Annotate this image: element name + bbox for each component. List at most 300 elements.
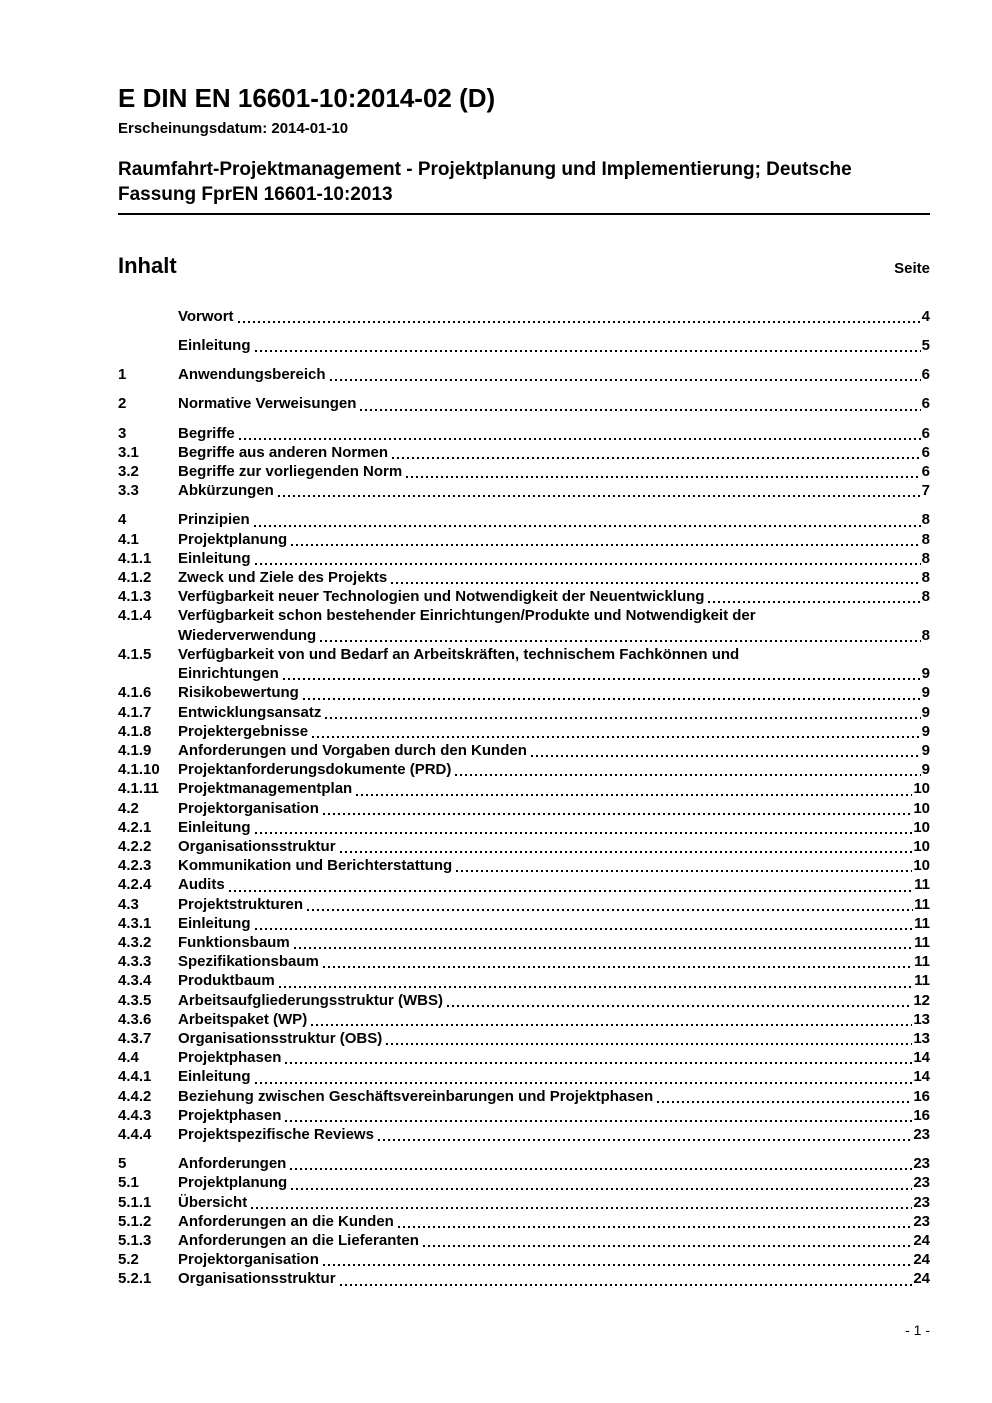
toc-entry-number: 4.2.3 [118, 857, 152, 875]
toc-entry-leader-line [178, 1087, 930, 1106]
toc-entry-body [178, 336, 930, 355]
toc-entry-title: Vorwort [178, 307, 234, 325]
toc-entry-page: 23 [913, 1212, 930, 1230]
toc-entry-body [178, 875, 930, 894]
toc-entry-page: 8 [921, 549, 930, 567]
toc-entry-leader-line [178, 1269, 930, 1288]
toc-entry-number: 4.3.7 [118, 1029, 152, 1047]
toc-entry [118, 1154, 930, 1173]
toc-entry-page: 16 [913, 1087, 930, 1105]
toc-entry-title-first-line: Verfügbarkeit von und Bedarf an Arbeitskräften, technischem Fachkönnen und [178, 645, 740, 663]
toc-entry-number: 3.1 [118, 443, 139, 461]
document-title [118, 157, 930, 207]
toc-entry-leader-line [178, 703, 930, 722]
toc-entry [118, 606, 930, 644]
toc-entry-number: 4.3.6 [118, 1010, 152, 1028]
toc-entry-body [178, 722, 930, 741]
toc-entry [118, 1029, 930, 1048]
dot-leader [312, 736, 921, 738]
toc-entry-number: 4.2.2 [118, 837, 152, 855]
dot-leader [255, 563, 921, 565]
dot-leader [303, 698, 921, 700]
toc-entry-number: 4.3.5 [118, 991, 152, 1009]
toc-entry [118, 779, 930, 798]
toc-entry-leader-line [178, 1010, 930, 1029]
toc-entry-leader-line [178, 1029, 930, 1048]
dot-leader [456, 870, 912, 872]
toc-entry-number: 4.4.1 [118, 1068, 152, 1086]
dot-leader [238, 321, 921, 323]
toc-entry [118, 875, 930, 894]
dot-leader [320, 640, 920, 642]
dot-leader [279, 986, 913, 988]
toc-entry-leader-line [178, 530, 930, 549]
toc-entry-body [178, 1250, 930, 1269]
toc-entry-leader-line [178, 895, 930, 914]
dot-leader [323, 1264, 912, 1266]
toc-entry [118, 952, 930, 971]
toc-entry-body [178, 530, 930, 549]
toc-entry-number: 1 [118, 366, 127, 384]
toc-entry-body [178, 991, 930, 1010]
toc-entry-body [178, 568, 930, 587]
toc-entry-body [178, 1087, 930, 1106]
dot-leader [239, 438, 921, 440]
dot-leader [325, 717, 920, 719]
toc-entry-title: Projektphasen [178, 1049, 282, 1067]
toc-entry-title: Anforderungen und Vorgaben durch den Kunden [178, 741, 527, 759]
toc-entry-page: 11 [914, 953, 930, 971]
toc-entry-body [178, 914, 930, 933]
toc-entry-body [178, 895, 930, 914]
toc-entry-body [178, 1212, 930, 1231]
toc-entry-number: 5.2.1 [118, 1270, 152, 1288]
toc-entry-number: 4.1.9 [118, 741, 152, 759]
toc-entry-leader-line [178, 1212, 930, 1231]
toc-entry-page: 6 [921, 395, 930, 413]
toc-entry-page: 24 [913, 1251, 930, 1269]
toc-entry-number: 4.1.7 [118, 703, 152, 721]
toc-entry-title: Einrichtungen [178, 665, 279, 683]
toc-entry-body [178, 481, 930, 500]
toc-entry [118, 971, 930, 990]
toc-entry-title: Einleitung [178, 337, 251, 355]
toc-entry [118, 1250, 930, 1269]
toc-entry-number: 5.1 [118, 1174, 139, 1192]
dot-leader [255, 1082, 913, 1084]
dot-leader [291, 544, 920, 546]
toc-entry-body [178, 1125, 930, 1144]
toc-entry-page: 4 [921, 307, 930, 325]
toc-entry-number: 4.4.2 [118, 1087, 152, 1105]
dot-leader [255, 350, 921, 352]
toc-entry-body [178, 856, 930, 875]
toc-entry-number: 4.1.11 [118, 780, 159, 798]
toc-entry-title: Projektergebnisse [178, 722, 309, 740]
toc-entry-number: 4.4 [118, 1049, 139, 1067]
toc-entry-leader-line [178, 1125, 930, 1144]
toc-entry-leader-line [178, 424, 930, 443]
toc-entry-body [178, 606, 930, 644]
toc-entry-number: 4.1.2 [118, 569, 152, 587]
toc-entry [118, 443, 930, 462]
toc-entry [118, 1106, 930, 1125]
toc-entry [118, 818, 930, 837]
toc-entry-title: Anwendungsbereich [178, 366, 326, 384]
toc-entry-body [178, 365, 930, 384]
toc-entry-number: 4.3.1 [118, 914, 152, 932]
toc-entry-page: 9 [921, 703, 930, 721]
toc-entry-page: 10 [913, 818, 930, 836]
dot-leader [278, 495, 921, 497]
toc-entry-body [178, 683, 930, 702]
toc-entry-page: 11 [914, 933, 930, 951]
toc-entry-page: 8 [921, 588, 930, 606]
toc-entry [118, 307, 930, 326]
toc-entry-title: Wiederverwendung [178, 626, 317, 644]
toc-entry-page: 10 [913, 857, 930, 875]
toc-entry [118, 1269, 930, 1288]
toc-entry-title: Verfügbarkeit neuer Technologien und Notwendigkeit der Neuentwicklung [178, 588, 705, 606]
toc-entry [118, 1087, 930, 1106]
toc-entry-body [178, 510, 930, 529]
toc-entry-page: 24 [913, 1270, 930, 1288]
toc-entry-title: Projektphasen [178, 1106, 282, 1124]
toc-entry-leader-line [178, 462, 930, 481]
toc-entry [118, 394, 930, 413]
toc-entry [118, 1067, 930, 1086]
dot-leader [307, 909, 913, 911]
document-title-line-1: Raumfahrt-Projektmanagement - Projektplanung und Implementierung; Deutsche [118, 158, 852, 180]
toc-entry-page: 11 [914, 914, 930, 932]
toc-entry-title: Anforderungen an die Kunden [178, 1212, 394, 1230]
doc-number: E DIN EN 16601-10:2014-02 (D) [118, 83, 496, 113]
dot-leader [531, 755, 921, 757]
toc-entry-body [178, 703, 930, 722]
toc-entry-leader-line [178, 779, 930, 798]
toc-entry-leader-line [178, 914, 930, 933]
toc-entry-page: 11 [914, 876, 930, 894]
toc-entry-page: 9 [921, 761, 930, 779]
toc-entry [118, 722, 930, 741]
toc-entry-page: 7 [921, 482, 930, 500]
toc-entry-title: Einleitung [178, 818, 251, 836]
toc-entry [118, 991, 930, 1010]
toc-entry [118, 510, 930, 529]
header-divider-rule [118, 213, 930, 215]
toc-entry-page: 9 [921, 722, 930, 740]
dot-leader [423, 1245, 912, 1247]
dot-leader [255, 928, 914, 930]
toc-entry-number: 4.1.3 [118, 588, 152, 606]
dot-leader [398, 1226, 912, 1228]
toc-entry-number: 4.3.2 [118, 933, 152, 951]
toc-entry-page: 6 [921, 424, 930, 442]
toc-entry-leader-line [178, 722, 930, 741]
toc-entry-number: 4.1.8 [118, 722, 152, 740]
toc-entry-page: 10 [913, 799, 930, 817]
toc-entry-page: 10 [913, 780, 930, 798]
toc-entry-leader-line [178, 818, 930, 837]
toc-entry-leader-line [178, 933, 930, 952]
toc-entry-body [178, 587, 930, 606]
dot-leader [455, 774, 920, 776]
toc-entry-title: Organisationsstruktur (OBS) [178, 1029, 383, 1047]
dot-leader [356, 794, 912, 796]
dot-leader [447, 1005, 912, 1007]
toc-entry-leader-line [178, 336, 930, 355]
toc-entry-body [178, 394, 930, 413]
toc-entry-page: 13 [913, 1029, 930, 1047]
toc-entry [118, 462, 930, 481]
dot-leader [290, 1168, 912, 1170]
toc-entry-title: Einleitung [178, 549, 251, 567]
toc-entry [118, 799, 930, 818]
toc-entry-leader-line [178, 568, 930, 587]
toc-entry-leader-line [178, 1173, 930, 1192]
toc-entry-page: 23 [913, 1174, 930, 1192]
toc-entry-leader-line [178, 1048, 930, 1067]
toc-entry-title: Projektplanung [178, 1174, 288, 1192]
dot-leader [386, 1043, 912, 1045]
toc-heading: Inhalt [118, 252, 177, 278]
toc-entry [118, 683, 930, 702]
toc-entry-title: Audits [178, 876, 225, 894]
toc-entry [118, 837, 930, 856]
toc-entry [118, 481, 930, 500]
toc-entry-title: Normative Verweisungen [178, 395, 357, 413]
dot-leader [323, 813, 912, 815]
toc-entry-title: Organisationsstruktur [178, 1270, 336, 1288]
toc-entry-page: 23 [913, 1155, 930, 1173]
toc-entry-title: Projektplanung [178, 530, 288, 548]
toc-entry [118, 856, 930, 875]
page-column-label: Seite [894, 259, 930, 277]
toc-entry-title: Abkürzungen [178, 482, 274, 500]
toc-entry-page: 16 [913, 1106, 930, 1124]
dot-leader [311, 1024, 912, 1026]
toc-entry [118, 1125, 930, 1144]
dot-leader [330, 379, 921, 381]
dot-leader [708, 601, 920, 603]
toc-entry-leader-line [178, 549, 930, 568]
toc-entry-page: 14 [913, 1049, 930, 1067]
dot-leader [254, 525, 921, 527]
toc-entry-leader-line [178, 587, 930, 606]
toc-entry-title: Projektorganisation [178, 1251, 319, 1269]
toc-entry-page: 12 [913, 991, 930, 1009]
toc-entry-number: 3.2 [118, 463, 139, 481]
toc-entry-title: Einleitung [178, 914, 251, 932]
dot-leader [285, 1120, 912, 1122]
toc-entry-number: 4.3.3 [118, 953, 152, 971]
toc-entry-leader-line [178, 1250, 930, 1269]
toc-entry-page: 8 [921, 626, 930, 644]
toc-entry-body [178, 1269, 930, 1288]
toc-entry-title: Funktionsbaum [178, 933, 290, 951]
toc-entry-number: 4.3 [118, 895, 139, 913]
toc-entry-leader-line [178, 741, 930, 760]
toc-entry-page: 9 [921, 741, 930, 759]
toc-entry [118, 365, 930, 384]
toc-entry-number: 4.1.5 [118, 645, 152, 663]
dot-leader [291, 1188, 912, 1190]
toc-entry [118, 760, 930, 779]
toc-entry-leader-line [178, 394, 930, 413]
toc-entry [118, 703, 930, 722]
toc-entry-title: Arbeitsaufgliederungsstruktur (WBS) [178, 991, 444, 1009]
toc-entry-number: 5.1.2 [118, 1212, 152, 1230]
toc-entry-number: 4.1.1 [118, 549, 152, 567]
dot-leader [251, 1207, 912, 1209]
toc-entry-body [178, 1067, 930, 1086]
toc-entry [118, 645, 930, 683]
toc-entry-number: 4.1 [118, 530, 139, 548]
toc-entry-page: 5 [921, 337, 930, 355]
dot-leader [657, 1101, 912, 1103]
toc-entry-title-first-line: Verfügbarkeit schon bestehender Einrichtungen/Produkte und Notwendigkeit der [178, 607, 756, 625]
dot-leader [323, 966, 913, 968]
toc-entry-leader-line [178, 1154, 930, 1173]
toc-entry-body [178, 462, 930, 481]
toc-entry-title: Projektorganisation [178, 799, 319, 817]
toc-entry-body [178, 779, 930, 798]
toc-entry-number: 4 [118, 511, 127, 529]
toc-entry-title: Produktbaum [178, 972, 275, 990]
toc-entry-page: 24 [913, 1231, 930, 1249]
toc-entry-leader-line [178, 481, 930, 500]
toc-entry-page: 9 [921, 684, 930, 702]
page-content [118, 0, 930, 1289]
toc-entry-body [178, 443, 930, 462]
toc-entry [118, 587, 930, 606]
toc-entry-number: 5.2 [118, 1251, 139, 1269]
toc-entry-leader-line [178, 683, 930, 702]
toc-entry-body [178, 1193, 930, 1212]
toc-entry-title: Organisationsstruktur [178, 837, 336, 855]
toc-entry-leader-line [178, 971, 930, 990]
toc-entry-title: Entwicklungsansatz [178, 703, 322, 721]
toc-entry-leader-line [178, 1193, 930, 1212]
toc-entry-title: Prinzipien [178, 511, 250, 529]
toc-entry-body [178, 307, 930, 326]
dot-leader [378, 1139, 912, 1141]
toc-entry-page: 8 [921, 569, 930, 587]
toc-entry-number [118, 307, 178, 326]
toc-entry-number: 5.1.1 [118, 1193, 152, 1211]
toc-entry-leader-line [178, 626, 930, 645]
toc-entry [118, 741, 930, 760]
toc-entry [118, 933, 930, 952]
toc-entry-number: 5.1.3 [118, 1231, 152, 1249]
toc-entry-body [178, 1029, 930, 1048]
toc-entry-title: Beziehung zwischen Geschäftsvereinbarungen und Projektphasen [178, 1087, 654, 1105]
toc-entry-leader-line [178, 1106, 930, 1125]
toc-entry-title: Projektspezifische Reviews [178, 1125, 374, 1143]
toc-entry-page: 11 [914, 972, 930, 990]
toc-entry-number: 5 [118, 1155, 127, 1173]
toc-entry [118, 336, 930, 355]
toc-entry-title: Begriffe [178, 424, 235, 442]
toc-entry-page: 8 [921, 511, 930, 529]
toc-entry-leader-line [178, 664, 930, 683]
toc-entry-number: 2 [118, 395, 127, 413]
toc-entry-title: Einleitung [178, 1068, 251, 1086]
publication-date: Erscheinungsdatum: 2014-01-10 [118, 119, 349, 137]
toc-entry-page: 6 [921, 366, 930, 384]
dot-leader [340, 1284, 913, 1286]
toc-entry [118, 1231, 930, 1250]
toc-entry [118, 914, 930, 933]
toc-entry-number [118, 336, 178, 355]
toc-entry [118, 530, 930, 549]
toc-entry-number: 4.1.6 [118, 684, 152, 702]
dot-leader [391, 582, 920, 584]
toc-entry [118, 1010, 930, 1029]
toc-entry [118, 549, 930, 568]
toc-entry-body [178, 952, 930, 971]
toc-entry [118, 1173, 930, 1192]
toc-entry-page: 13 [913, 1010, 930, 1028]
toc-entry-title: Zweck und Ziele des Projekts [178, 569, 388, 587]
toc-entry-leader-line [178, 443, 930, 462]
toc-entry-number: 4.1.4 [118, 607, 152, 625]
dot-leader [406, 476, 920, 478]
toc-entry-body [178, 1010, 930, 1029]
toc-entry-leader-line [178, 510, 930, 529]
toc-entry-title: Begriffe aus anderen Normen [178, 443, 389, 461]
toc-entry [118, 1048, 930, 1067]
toc-entry-body [178, 1154, 930, 1173]
toc-entry-leader-line [178, 365, 930, 384]
toc-entry-title: Projektstrukturen [178, 895, 304, 913]
toc-entry-title: Begriffe zur vorliegenden Norm [178, 463, 403, 481]
toc-entry-number: 3.3 [118, 482, 139, 500]
toc-entry-page: 10 [913, 837, 930, 855]
toc-entry-leader-line [178, 1067, 930, 1086]
dot-leader [360, 409, 920, 411]
toc-entry-title: Arbeitspaket (WP) [178, 1010, 308, 1028]
toc-entry-leader-line [178, 307, 930, 326]
toc-entry-leader-line [178, 837, 930, 856]
toc-entry [118, 568, 930, 587]
toc-entry-page: 23 [913, 1193, 930, 1211]
toc-entry-body [178, 837, 930, 856]
dot-leader [340, 851, 913, 853]
toc-header [118, 252, 930, 278]
toc-entry-leader-line [178, 799, 930, 818]
toc-entry-body [178, 1048, 930, 1067]
toc-entry-body [178, 549, 930, 568]
toc-entry-title: Projektanforderungsdokumente (PRD) [178, 761, 452, 779]
toc-entry-number: 4.3.4 [118, 972, 152, 990]
toc-entry-leader-line [178, 991, 930, 1010]
toc-entry-page: 23 [913, 1125, 930, 1143]
toc-entry-leader-line [178, 875, 930, 894]
toc-entry-body [178, 760, 930, 779]
toc-entry [118, 1193, 930, 1212]
toc-entry-leader-line [178, 1231, 930, 1250]
toc-entry-number: 4.2 [118, 799, 139, 817]
toc-entry-leader-line [178, 952, 930, 971]
toc-entry-number: 4.4.3 [118, 1106, 152, 1124]
toc-entry-body [178, 818, 930, 837]
toc-entry-page: 8 [921, 530, 930, 548]
toc-entry-leader-line [178, 856, 930, 875]
dot-leader [285, 1062, 912, 1064]
toc-entry-title: Übersicht [178, 1193, 248, 1211]
toc-entry-page: 6 [921, 443, 930, 461]
